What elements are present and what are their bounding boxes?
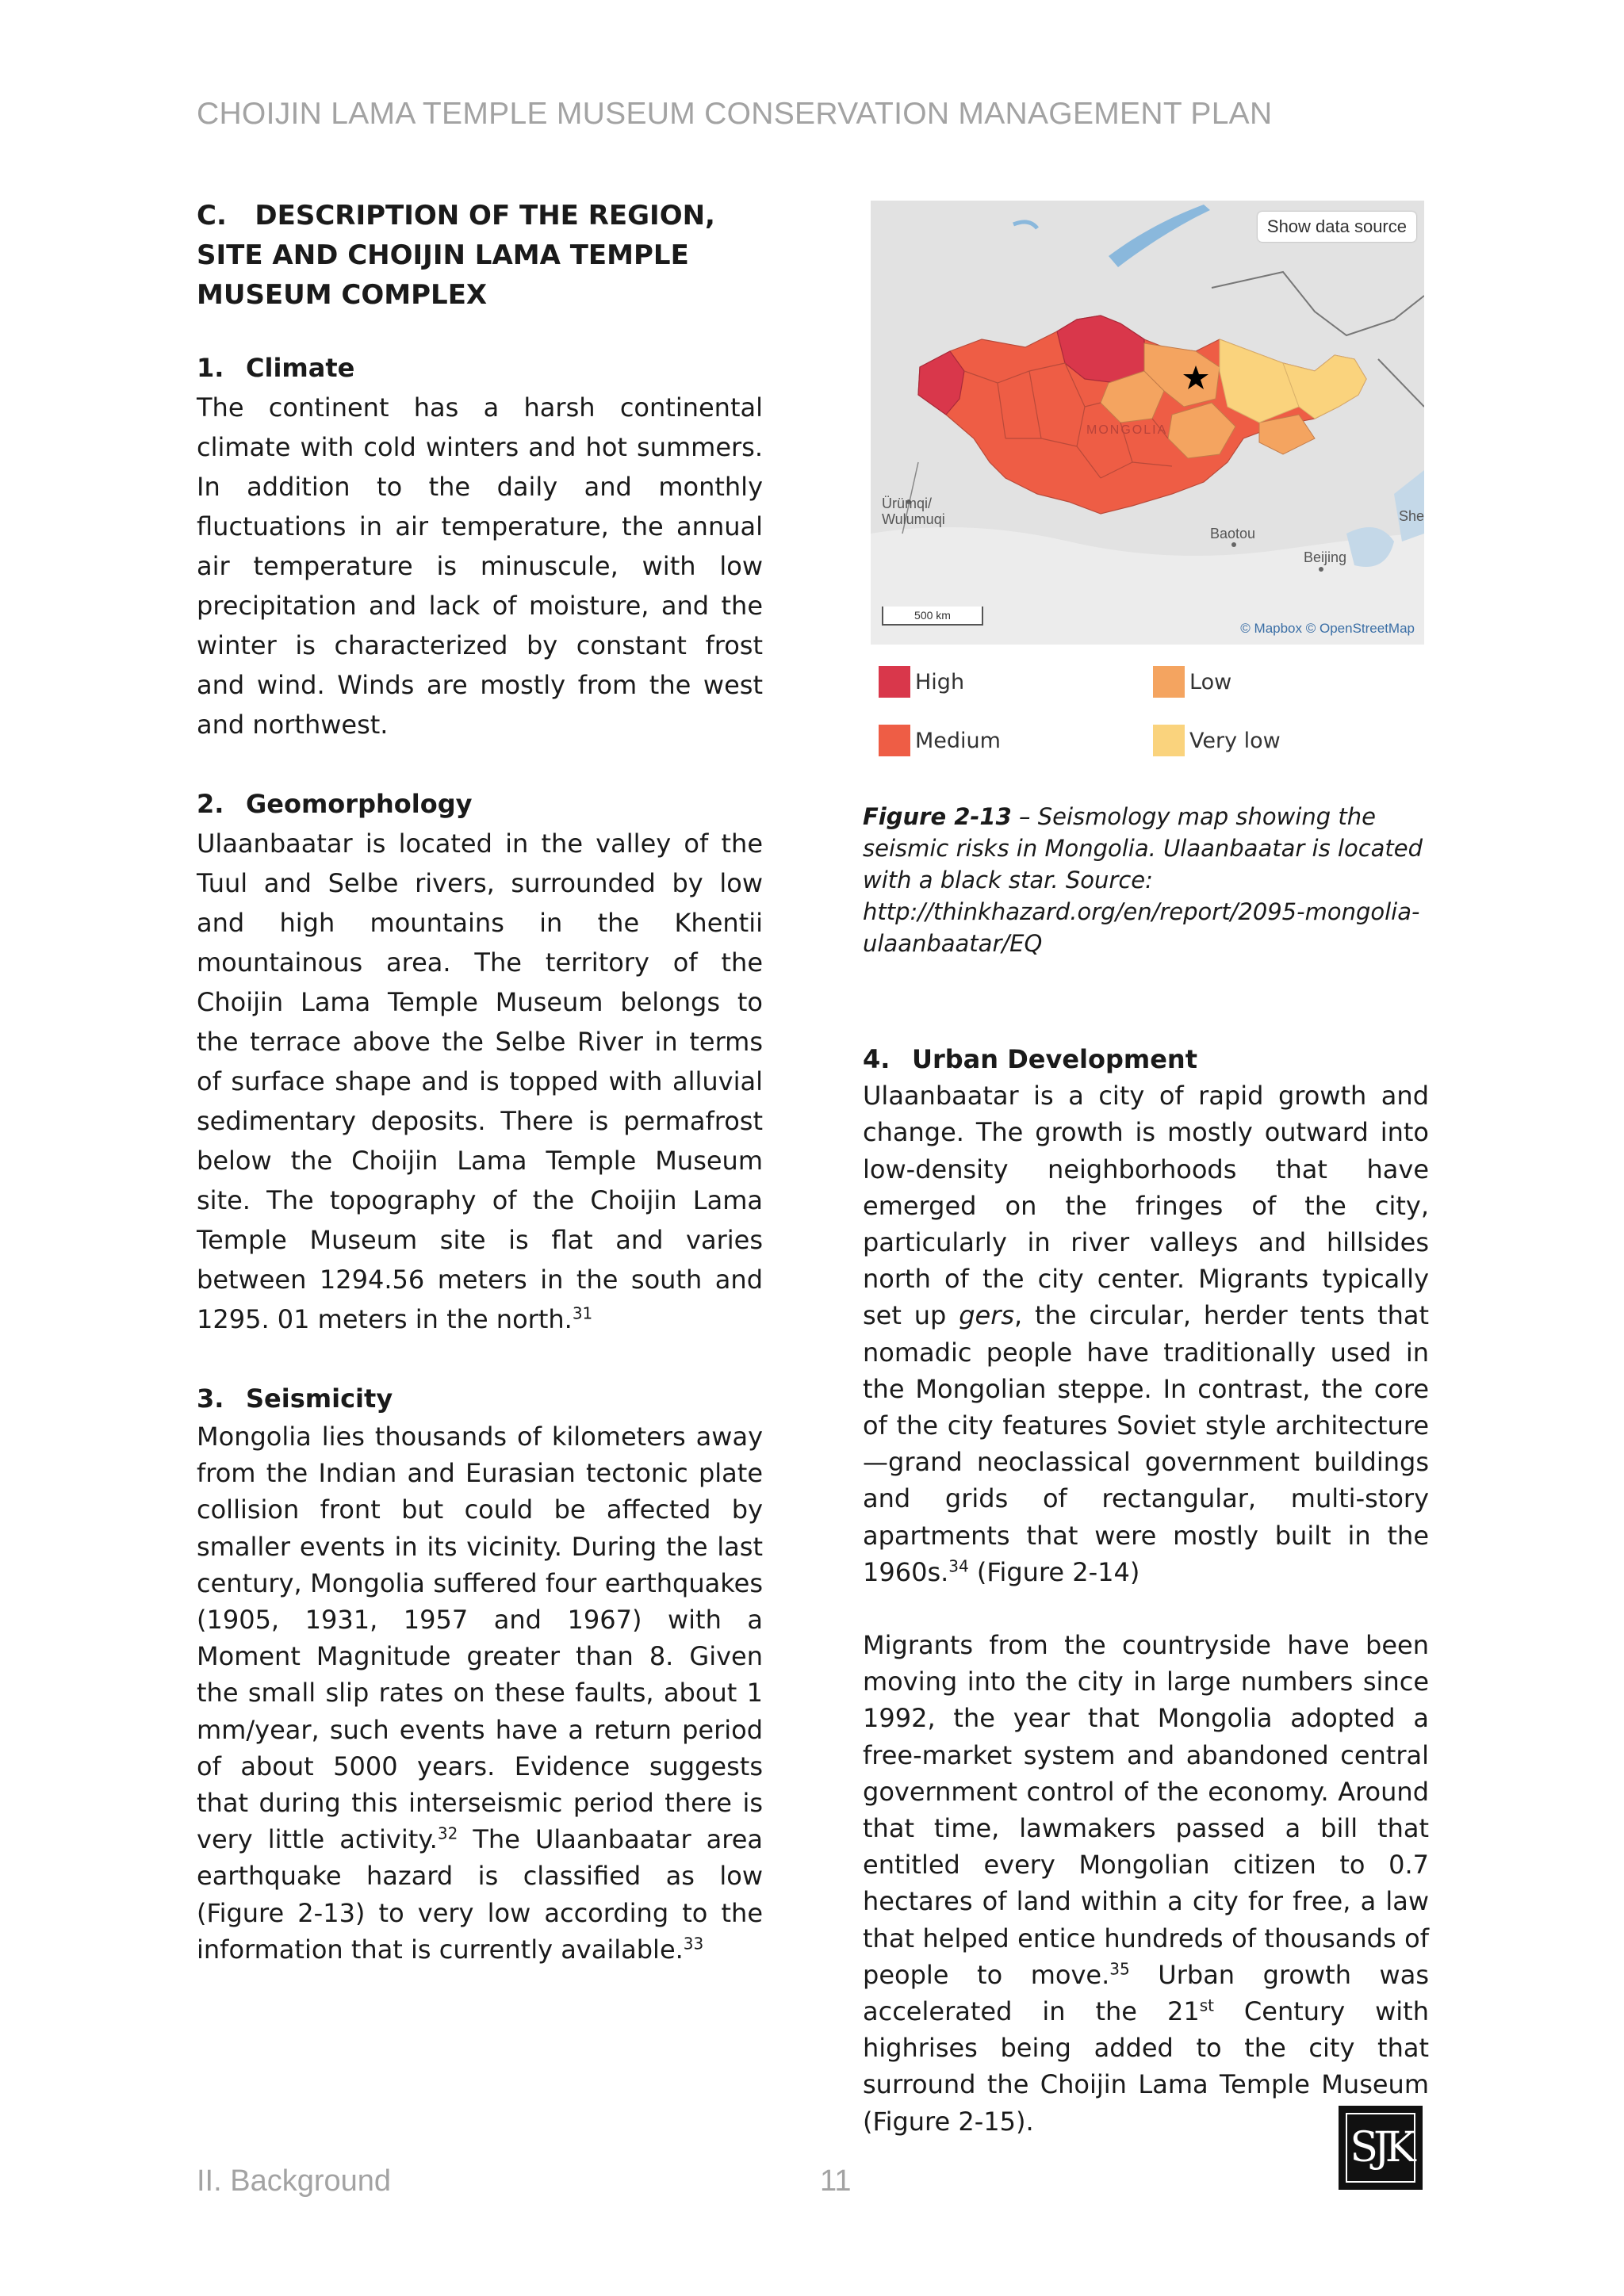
urban-paragraph-2 — [863, 1627, 1429, 2140]
seismicity-heading-label: Seismicity — [246, 1383, 393, 1414]
legend-item-high — [879, 666, 964, 698]
map-attribution[interactable]: © Mapbox © OpenStreetMap — [1240, 621, 1415, 636]
legend-label-low: Low — [1189, 669, 1232, 695]
map-label-shenyang: She — [1399, 508, 1424, 524]
map-legend — [861, 666, 1432, 753]
legend-label-high: High — [915, 669, 965, 695]
section-title: C. DESCRIPTION OF THE REGION, SITE AND CHOIJIN LAMA TEMPLE MUSEUM COMPLEX — [197, 200, 715, 311]
map-scale-bar: 500 km — [882, 607, 983, 626]
map-label-baotou: Baotou — [1210, 526, 1256, 541]
sjk-logo — [1339, 2106, 1423, 2190]
urban-p1-text-b: , the circular, herder tents that nomadic people have traditionally used in the Mongolian steppe. In contrast, the core of the city features Soviet style architecture—grand neoclassical government buildings and grids of rectangular, multi-story apartments that were mostly built in the 1960s. — [863, 1300, 1429, 1587]
legend-label-medium: Medium — [915, 728, 1001, 753]
sjk-logo-text: SJK — [1346, 2113, 1415, 2183]
geomorphology-heading-label: Geomorphology — [246, 789, 473, 819]
seismicity-text-2: The Ulaanbaatar area earthquake hazard is classified as low (Figure 2-13) to very low according to the information that is currently available. — [197, 1824, 764, 1965]
legend-swatch-very-low — [1153, 725, 1185, 756]
urban-p2-text-b: Urban growth was accelerated in the 21 — [863, 1959, 1430, 2027]
urban-p1-text-a: Ulaanbaatar is a city of rapid growth and change. The growth is mostly outward into low-density neighborhoods that have emerged on the fringes of the city, particularly in river valleys and hillsides north of the city center. Migrants typically set up — [863, 1081, 1429, 1331]
legend-label-very-low: Very low — [1189, 728, 1281, 753]
urban-heading-label: Urban Development — [912, 1044, 1197, 1074]
footnote-ref-34: 34 — [948, 1556, 969, 1576]
right-column — [863, 1041, 1429, 2176]
climate-paragraph: The continent has a harsh continental climate with cold winters and hot summers. In addition to the daily and monthly fluctuations in air temperature, the annual air temperature is minuscule, with low precipitation and lack of moisture, and the winter is characterized by constant frost and wind. Winds are mostly from the west and northwest. — [197, 392, 763, 740]
legend-item-very-low — [1153, 725, 1281, 756]
urban-p1-text-c: (Figure 2-14) — [968, 1556, 1140, 1587]
map-label-urumqi: Ürümqi/ Wulumuqi — [882, 496, 945, 527]
geomorphology-number: 2. — [197, 789, 224, 819]
footnote-ref-33: 33 — [683, 1934, 704, 1954]
legend-swatch-medium — [879, 725, 910, 756]
legend-item-low — [1153, 666, 1231, 698]
page-number: 11 — [820, 2164, 852, 2198]
footnote-ref-32: 32 — [437, 1823, 458, 1843]
map-label-beijing: Beijing — [1304, 549, 1347, 565]
urban-paragraph-1 — [863, 1077, 1429, 1590]
climate-heading — [197, 348, 763, 388]
urban-p2-text-c: Century with highrises being added to the city that surround the Choijin Lama Temple Museum (Figure 2-15). — [863, 1996, 1430, 2137]
legend-swatch-high — [879, 666, 910, 698]
left-column — [197, 196, 763, 2007]
seismic-map — [871, 201, 1424, 645]
caption-text: – Seismology map showing the seismic risks in Mongolia. Ulaanbaatar is located with a black star. Source: http://thinkhazard.org/en/report/2095-mongolia-ulaanbaatar/EQ — [863, 803, 1423, 957]
superscript-st: st — [1199, 1996, 1214, 2015]
urban-number: 4. — [863, 1044, 891, 1074]
legend-item-medium — [879, 725, 1001, 756]
climate-heading-label: Climate — [246, 353, 355, 383]
running-header: CHOIJIN LAMA TEMPLE MUSEUM CONSERVATION MANAGEMENT PLAN — [197, 97, 1273, 131]
climate-number: 1. — [197, 353, 224, 383]
urban-p2-text-a: Migrants from the countryside have been moving into the city in large numbers since 1992, the year that Mongolia adopted a free-market system and abandoned central government control of the economy. Around that time, lawmakers passed a bill that entitled every Mongolian citizen to 0.7 hectares of land within a city for free, a law that helped entice hundreds of thousands of people to move. — [863, 1630, 1429, 1990]
footnote-ref-35: 35 — [1109, 1959, 1130, 1979]
seismicity-text-1: Mongolia lies thousands of kilometers away from the Indian and Eurasian tectonic plate collision front but could be affected by smaller events in its vicinity. During the last century, Mongolia suffered four earthquakes (1905, 1931, 1957 and 1967) with a Moment Magnitude greater than 8. Given the small slip rates on these faults, about 1 mm/year, such events have a return period of about 5000 years. Evidence suggests that during this interseismic period there is very little activity. — [197, 1422, 763, 1855]
figure-caption — [863, 801, 1431, 959]
show-data-source-button[interactable]: Show data source — [1258, 212, 1416, 242]
seismicity-paragraph — [197, 1418, 763, 1968]
urban-heading — [863, 1041, 1429, 1077]
legend-swatch-low — [1153, 666, 1185, 698]
map-label-mongolia: MONGOLIA — [1086, 423, 1168, 437]
urban-p1-gers: gers — [959, 1300, 1015, 1331]
geomorphology-text: Ulaanbaatar is located in the valley of the Tuul and Selbe rivers, surrounded by low and high mountains in the Khentii mountainous area. The territory of the Choijin Lama Temple Museum belongs to the terrace above the Selbe River in terms of surface shape and is topped with alluvial sedimentary deposits. There is permafrost below the Choijin Lama Temple Museum site. The topography of the Choijin Lama Temple Museum site is flat and varies between 1294.56 meters in the south and 1295. 01 meters in the north. — [197, 828, 763, 1334]
footer-section-label: II. Background — [197, 2164, 392, 2198]
footnote-ref-31: 31 — [572, 1303, 593, 1323]
caption-label: Figure 2-13 — [863, 803, 1012, 830]
geomorphology-paragraph — [197, 824, 763, 1339]
seismicity-heading — [197, 1379, 763, 1418]
seismicity-number: 3. — [197, 1383, 224, 1414]
geomorphology-heading — [197, 784, 763, 824]
